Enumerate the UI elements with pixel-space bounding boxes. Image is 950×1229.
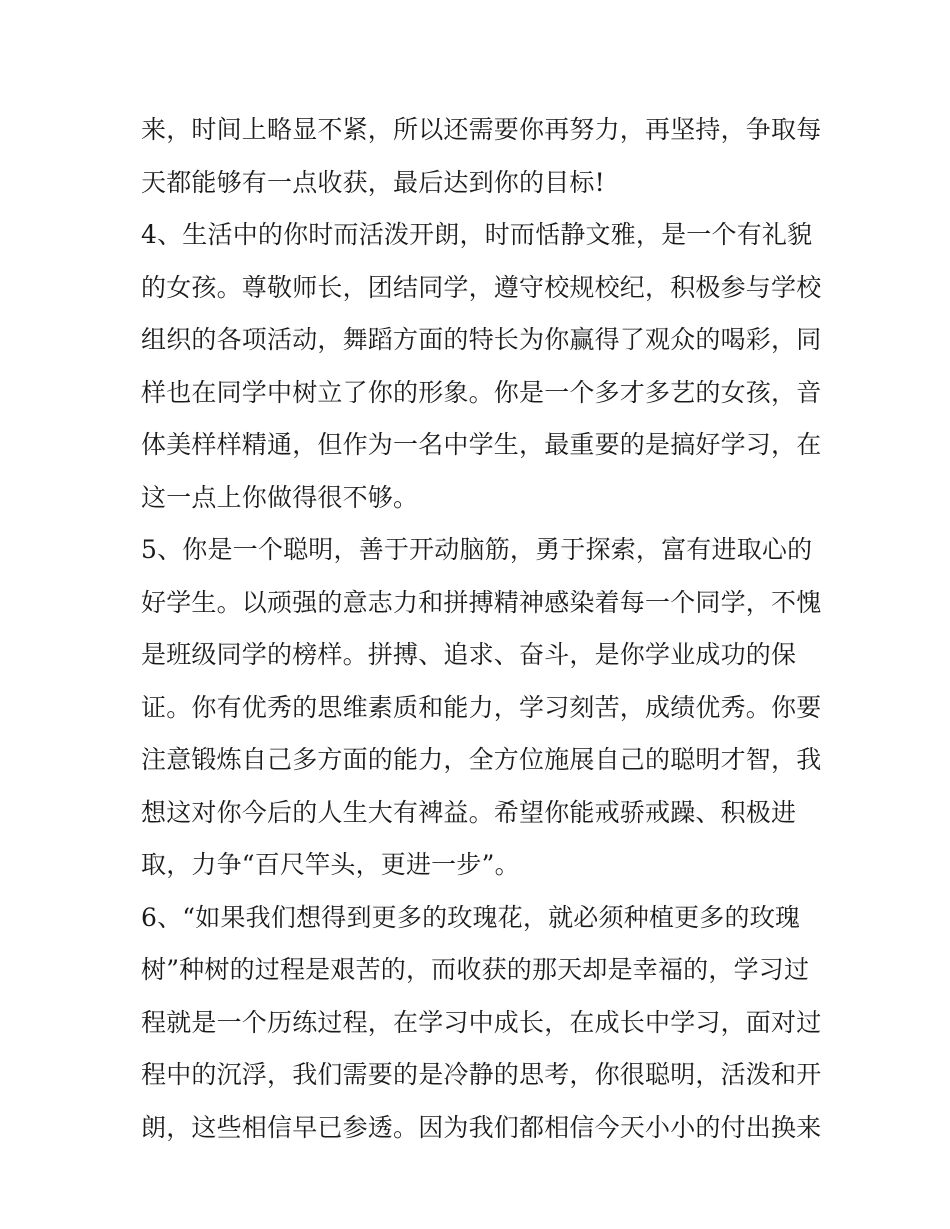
text-line: 程就是一个历练过程，在学习中成长，在成长中学习，面对过 — [141, 1007, 822, 1037]
document-body — [141, 104, 821, 1154]
text-line: 程中的沉浮，我们需要的是冷静的思考，你很聪明，活泼和开 — [141, 1060, 822, 1089]
text-line: 树”种树的过程是艰苦的，而收获的那天却是幸福的，学习过 — [141, 955, 810, 984]
text-line: 朗，这些相信早已参透。因为我们都相信今天小小的付出换来 — [141, 1112, 822, 1142]
text-line: 天都能够有一点收获，最后达到你的目标! — [141, 167, 605, 197]
text-line: 4、生活中的你时而活泼开朗，时而恬静文雅，是一个有礼貌 — [141, 220, 813, 249]
text-line: 是班级同学的榜样。拼搏、追求、奋斗，是你学业成功的保 — [141, 640, 797, 669]
text-line: 体美样样精通，但作为一名中学生，最重要的是搞好学习，在 — [141, 430, 822, 459]
text-line: 6、“如果我们想得到更多的玫瑰花，就必须种植更多的玫瑰 — [141, 902, 801, 932]
text-line: 证。你有优秀的思维素质和能力，学习刻苦，成绩优秀。你要 — [141, 692, 822, 722]
text-line: 取，力争“百尺竿头，更进一步”。 — [141, 850, 520, 879]
text-line: 想这对你今后的人生大有裨益。希望你能戒骄戒躁、积极进 — [141, 797, 797, 827]
text-line: 样也在同学中树立了你的形象。你是一个多才多艺的女孩，音 — [141, 377, 822, 407]
text-line: 好学生。以顽强的意志力和拼搏精神感染着每一个同学，不愧 — [141, 587, 822, 617]
text-line: 这一点上你做得很不够。 — [141, 482, 419, 512]
text-line: 注意锻炼自己多方面的能力，全方位施展自己的聪明才智，我 — [141, 745, 822, 774]
text-line: 的女孩。尊敬师长，团结同学，遵守校规校纪，积极参与学校 — [141, 272, 822, 302]
text-line: 5、你是一个聪明，善于开动脑筋，勇于探索，富有进取心的 — [141, 535, 813, 564]
text-line: 组织的各项活动，舞蹈方面的特长为你赢得了观众的喝彩，同 — [141, 325, 822, 354]
text-line: 来，时间上略显不紧，所以还需要你再努力，再坚持，争取每 — [141, 115, 822, 144]
